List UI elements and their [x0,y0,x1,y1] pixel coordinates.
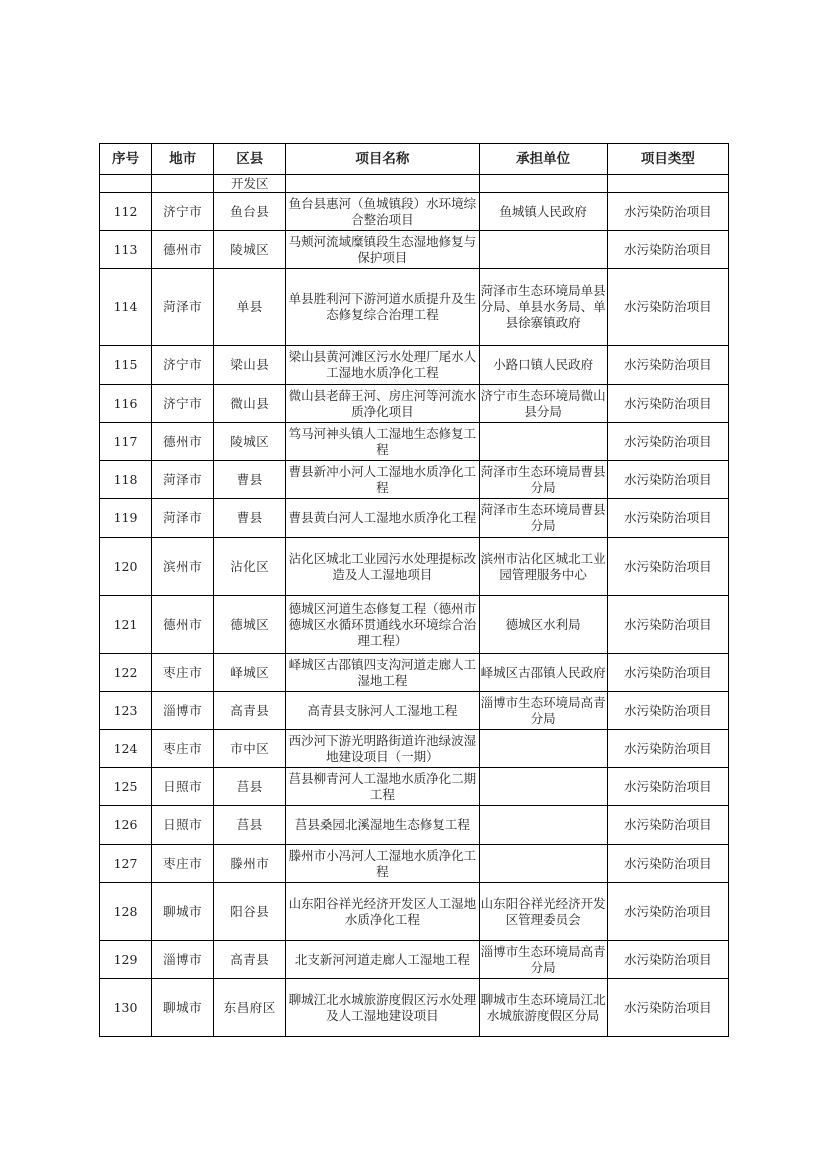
cell-county: 高青县 [214,692,286,730]
cell-project-type: 水污染防治项目 [607,193,728,231]
table-row [100,385,729,423]
table-row [100,979,729,1037]
cell-project-name: 德城区河道生态修复工程（德州市德城区水循环贯通线水环境综合治理工程） [286,596,479,654]
cell-seq: 122 [100,654,152,692]
cell-seq: 115 [100,346,152,385]
cell-project-type: 水污染防治项目 [607,845,728,883]
cell-city: 菏泽市 [152,269,214,346]
cell-seq: 123 [100,692,152,730]
cell-county: 德城区 [214,596,286,654]
cell-project-type: 水污染防治项目 [607,768,728,806]
cell-unit: 聊城市生态环境局江北水城旅游度假区分局 [479,979,607,1037]
cell-city: 德州市 [152,596,214,654]
cell-seq [100,175,152,193]
cell-project-name: 单县胜利河下游河道水质提升及生态修复综合治理工程 [286,269,479,346]
cell-city: 济宁市 [152,385,214,423]
cell-county: 开发区 [214,175,286,193]
cell-seq: 121 [100,596,152,654]
cell-county: 阳谷县 [214,883,286,941]
cell-unit [479,231,607,269]
cell-city: 日照市 [152,806,214,845]
cell-project-name [286,175,479,193]
cell-city: 德州市 [152,423,214,461]
table-row [100,730,729,768]
cell-seq: 126 [100,806,152,845]
cell-unit: 滨州市沾化区城北工业园管理服务中心 [479,538,607,596]
table-row-continued [100,175,729,193]
cell-seq: 128 [100,883,152,941]
cell-project-name: 曹县新冲小河人工湿地水质净化工程 [286,461,479,499]
cell-project-name: 北支新河河道走廊人工湿地工程 [286,941,479,979]
cell-project-type: 水污染防治项目 [607,346,728,385]
table-row [100,654,729,692]
cell-seq: 127 [100,845,152,883]
cell-unit: 济宁市生态环境局微山县分局 [479,385,607,423]
table-row [100,461,729,499]
cell-county: 莒县 [214,768,286,806]
cell-unit: 菏泽市生态环境局曹县分局 [479,499,607,538]
cell-seq: 129 [100,941,152,979]
header-seq: 序号 [100,144,152,175]
cell-city: 淄博市 [152,941,214,979]
cell-project-name: 高青县支脉河人工湿地工程 [286,692,479,730]
cell-county: 曹县 [214,499,286,538]
table-row [100,231,729,269]
cell-unit [479,768,607,806]
cell-project-type: 水污染防治项目 [607,269,728,346]
table-row [100,692,729,730]
cell-city [152,175,214,193]
cell-seq: 130 [100,979,152,1037]
cell-project-name: 笃马河神头镇人工湿地生态修复工程 [286,423,479,461]
table-row [100,538,729,596]
cell-project-name: 梁山县黄河滩区污水处理厂尾水人工湿地水质净化工程 [286,346,479,385]
cell-project-type [607,175,728,193]
cell-unit: 山东阳谷祥光经济开发区管理委员会 [479,883,607,941]
table-row [100,346,729,385]
cell-city: 日照市 [152,768,214,806]
cell-seq: 118 [100,461,152,499]
cell-city: 淄博市 [152,692,214,730]
cell-project-type: 水污染防治项目 [607,538,728,596]
cell-unit: 小路口镇人民政府 [479,346,607,385]
cell-city: 济宁市 [152,193,214,231]
header-project-type: 项目类型 [607,144,728,175]
cell-seq: 116 [100,385,152,423]
cell-project-type: 水污染防治项目 [607,692,728,730]
cell-county: 沾化区 [214,538,286,596]
cell-city: 枣庄市 [152,730,214,768]
cell-county: 陵城区 [214,423,286,461]
cell-city: 德州市 [152,231,214,269]
cell-county: 陵城区 [214,231,286,269]
header-project-name: 项目名称 [286,144,479,175]
table-row [100,269,729,346]
cell-project-type: 水污染防治项目 [607,596,728,654]
cell-county: 莒县 [214,806,286,845]
table-row [100,768,729,806]
cell-county: 曹县 [214,461,286,499]
cell-project-type: 水污染防治项目 [607,730,728,768]
cell-unit: 鱼城镇人民政府 [479,193,607,231]
cell-seq: 114 [100,269,152,346]
cell-unit: 菏泽市生态环境局单县分局、单县水务局、单县徐寨镇政府 [479,269,607,346]
cell-unit [479,845,607,883]
header-county: 区县 [214,144,286,175]
table-row [100,423,729,461]
table-row [100,193,729,231]
cell-seq: 117 [100,423,152,461]
table-row [100,806,729,845]
table-row [100,499,729,538]
cell-county: 鱼台县 [214,193,286,231]
cell-city: 菏泽市 [152,461,214,499]
cell-project-type: 水污染防治项目 [607,979,728,1037]
cell-city: 济宁市 [152,346,214,385]
cell-unit [479,423,607,461]
header-unit: 承担单位 [479,144,607,175]
project-table [99,143,729,1037]
cell-project-name: 沾化区城北工业园污水处理提标改造及人工湿地项目 [286,538,479,596]
table-header-row [100,144,729,175]
cell-county: 市中区 [214,730,286,768]
cell-county: 峄城区 [214,654,286,692]
cell-project-type: 水污染防治项目 [607,654,728,692]
cell-city: 枣庄市 [152,845,214,883]
cell-unit: 菏泽市生态环境局曹县分局 [479,461,607,499]
cell-seq: 113 [100,231,152,269]
cell-seq: 119 [100,499,152,538]
table-row [100,845,729,883]
cell-project-name: 莒县桑园北溪湿地生态修复工程 [286,806,479,845]
cell-project-name: 滕州市小冯河人工湿地水质净化工程 [286,845,479,883]
cell-project-type: 水污染防治项目 [607,806,728,845]
table-row [100,941,729,979]
cell-county: 东昌府区 [214,979,286,1037]
cell-project-type: 水污染防治项目 [607,461,728,499]
cell-project-type: 水污染防治项目 [607,385,728,423]
cell-project-name: 马颊河流域糜镇段生态湿地修复与保护项目 [286,231,479,269]
cell-unit [479,175,607,193]
cell-county: 高青县 [214,941,286,979]
cell-project-name: 西沙河下游光明路街道许池绿波湿地建设项目（一期） [286,730,479,768]
cell-city: 滨州市 [152,538,214,596]
cell-county: 单县 [214,269,286,346]
cell-project-name: 山东阳谷祥光经济开发区人工湿地水质净化工程 [286,883,479,941]
cell-unit: 淄博市生态环境局高青分局 [479,941,607,979]
cell-seq: 124 [100,730,152,768]
cell-county: 梁山县 [214,346,286,385]
cell-unit [479,806,607,845]
cell-unit: 淄博市生态环境局高青分局 [479,692,607,730]
cell-seq: 112 [100,193,152,231]
cell-unit: 峄城区古邵镇人民政府 [479,654,607,692]
cell-unit [479,730,607,768]
cell-project-name: 曹县黄白河人工湿地水质净化工程 [286,499,479,538]
cell-seq: 120 [100,538,152,596]
cell-project-type: 水污染防治项目 [607,883,728,941]
cell-unit: 德城区水利局 [479,596,607,654]
cell-project-type: 水污染防治项目 [607,231,728,269]
cell-county: 滕州市 [214,845,286,883]
cell-project-name: 峄城区古邵镇四支沟河道走廊人工湿地工程 [286,654,479,692]
header-city: 地市 [152,144,214,175]
cell-seq: 125 [100,768,152,806]
cell-project-type: 水污染防治项目 [607,423,728,461]
cell-project-type: 水污染防治项目 [607,941,728,979]
cell-city: 聊城市 [152,883,214,941]
cell-city: 菏泽市 [152,499,214,538]
cell-project-type: 水污染防治项目 [607,499,728,538]
cell-project-name: 微山县老薛王河、房庄河等河流水质净化项目 [286,385,479,423]
cell-project-name: 莒县柳青河人工湿地水质净化二期工程 [286,768,479,806]
table-row [100,596,729,654]
cell-city: 枣庄市 [152,654,214,692]
table-row [100,883,729,941]
cell-project-name: 鱼台县惠河（鱼城镇段）水环境综合整治项目 [286,193,479,231]
cell-county: 微山县 [214,385,286,423]
cell-city: 聊城市 [152,979,214,1037]
cell-project-name: 聊城江北水城旅游度假区污水处理及人工湿地建设项目 [286,979,479,1037]
